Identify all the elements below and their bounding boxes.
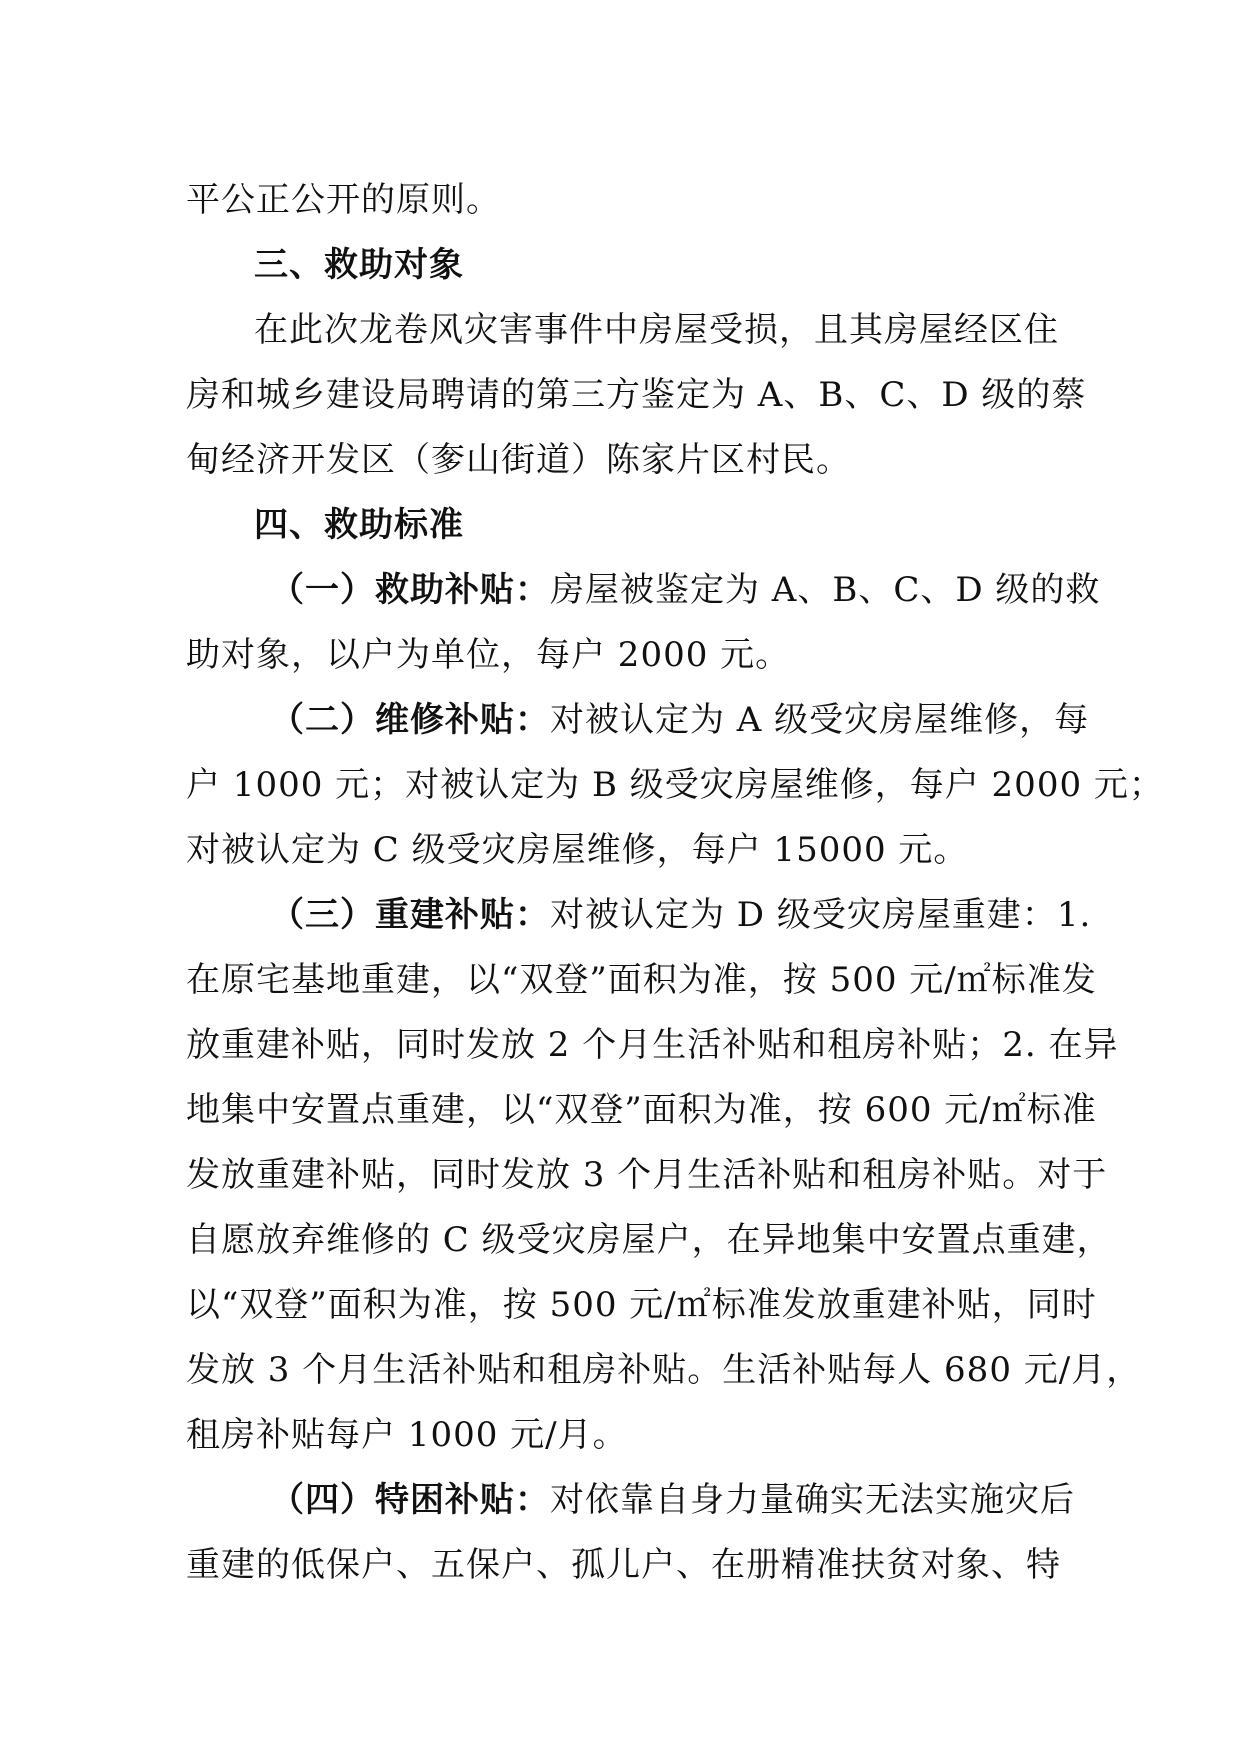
subsection-line-2: [186, 688, 1090, 753]
subsection-line-4: [186, 1468, 1075, 1533]
paragraph-line: 对被认定为 C 级受灾房屋维修，每户 15000 元。: [186, 830, 969, 870]
paragraph-line: 自愿放弃维修的 C 级受灾房屋户，在异地集中安置点重建，: [186, 1220, 1112, 1260]
paragraph-line: 租房补贴每户 1000 元/月。: [186, 1415, 628, 1455]
paragraph-line: 重建的低保户、五保户、孤儿户、在册精准扶贫对象、特: [186, 1545, 1061, 1585]
subsection-title: （三）重建补贴：: [270, 895, 550, 935]
subsection-text: 对被认定为 D 级受灾房屋重建：1.: [550, 895, 1092, 935]
paragraph-line: 发放重建补贴，同时发放 3 个月生活补贴和租房补贴。对于: [186, 1155, 1108, 1195]
paragraph-line: 房和城乡建设局聘请的第三方鉴定为 A、B、C、D 级的蔡: [186, 375, 1087, 415]
paragraph-line: 放重建补贴，同时发放 2 个月生活补贴和租房补贴；2. 在异: [186, 1025, 1119, 1065]
paragraph-line: 在此次龙卷风灾害事件中房屋受损，且其房屋经区住: [254, 310, 1059, 350]
subsection-line-3: [186, 883, 1092, 948]
paragraph-line: 甸经济开发区（奓山街道）陈家片区村民。: [186, 440, 851, 480]
paragraph-line: 助对象，以户为单位，每户 2000 元。: [186, 635, 791, 675]
subsection-text: 对依靠自身力量确实无法实施灾后: [550, 1480, 1075, 1520]
subsection-line-1: [186, 558, 1101, 623]
subsection-text: 房屋被鉴定为 A、B、C、D 级的救: [550, 570, 1101, 610]
paragraph-line: 以“双登”面积为准，按 500 元/㎡标准发放重建补贴，同时: [186, 1285, 1097, 1325]
paragraph-line: 发放 3 个月生活补贴和租房补贴。生活补贴每人 680 元/月，: [186, 1350, 1142, 1390]
subsection-text: 对被认定为 A 级受灾房屋维修，每: [550, 700, 1090, 740]
subsection-title: （一）救助补贴：: [270, 570, 550, 610]
section-heading-3: 三、救助对象: [254, 245, 464, 285]
document-page: [186, 168, 1164, 1598]
subsection-title: （二）维修补贴：: [270, 700, 550, 740]
paragraph-line: 地集中安置点重建，以“双登”面积为准，按 600 元/㎡标准: [186, 1090, 1097, 1130]
section-heading-4: 四、救助标准: [254, 505, 464, 545]
paragraph-line: 在原宅基地重建，以“双登”面积为准，按 500 元/㎡标准发: [186, 960, 1097, 1000]
paragraph-line: 户 1000 元；对被认定为 B 级受灾房屋维修，每户 2000 元；: [186, 765, 1164, 805]
paragraph-line: 平公正公开的原则。: [186, 180, 501, 220]
subsection-title: （四）特困补贴：: [270, 1480, 550, 1520]
